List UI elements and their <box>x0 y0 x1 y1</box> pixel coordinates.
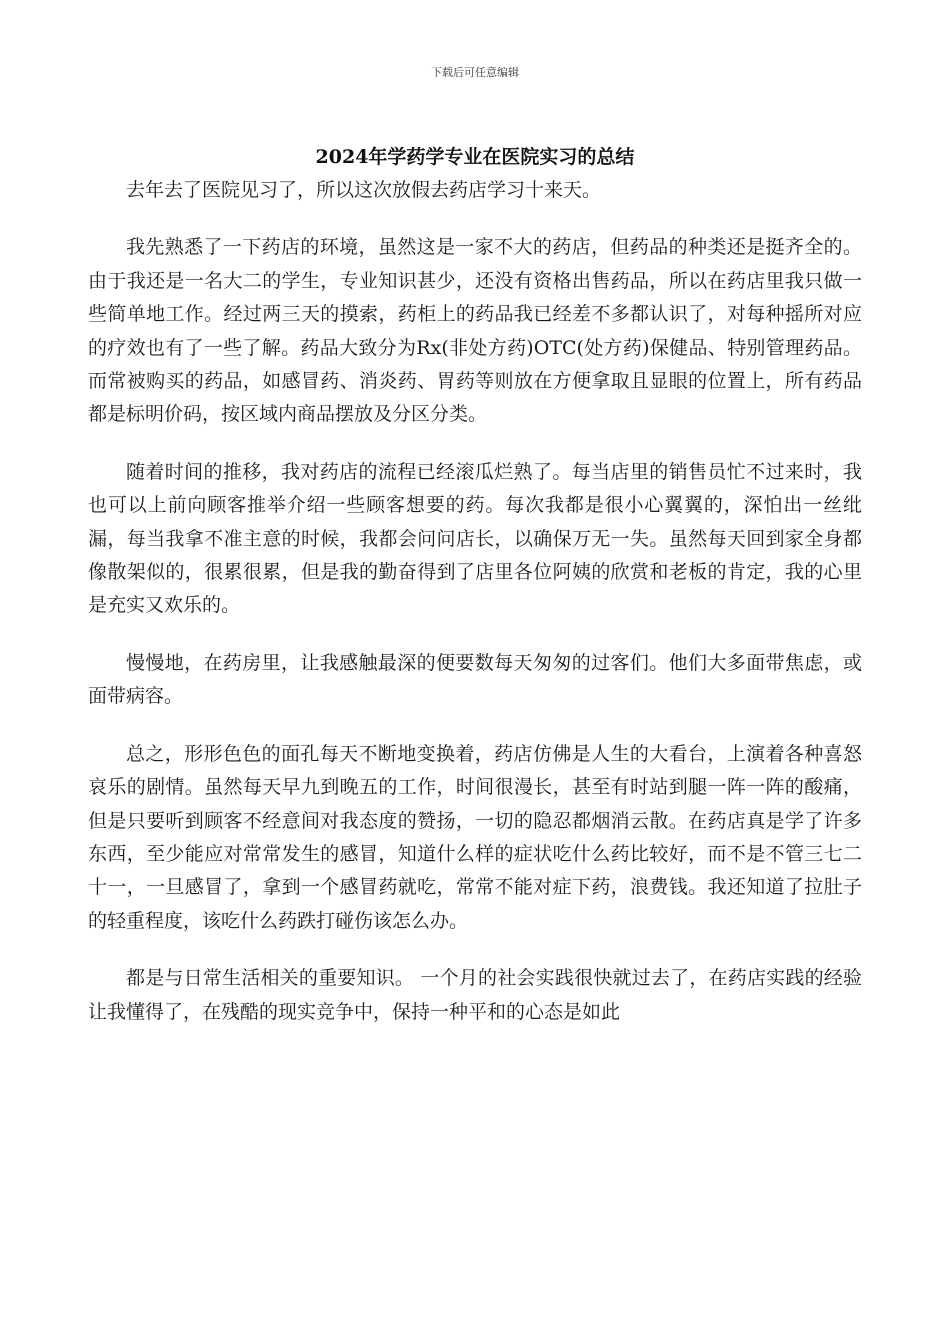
paragraph-6: 都是与日常生活相关的重要知识。 一个月的社会实践很快就过去了，在药店实践的经验让我懂得了，在残酷的现实竞争中，保持一种平和的心态是如此 <box>88 967 862 1023</box>
document-title: 2024年学药学专业在医院实习的总结 <box>315 146 635 168</box>
paragraph-3: 随着时间的推移，我对药店的流程已经滚瓜烂熟了。每当店里的销售员忙不过来时，我也可以上前向顾客推举介绍一些顾客想要的药。每次我都是很小心翼翼的，深怕出一丝纰漏，每当我拿不准主意的时候，我都会问问店长，以确保万无一失。虽然每天回到家全身都像散架似的，很累很累，但是我的勤奋得到了店里各位阿姨的欣赏和老板的肯定，我的心里是充实又欢乐的。 <box>88 460 862 617</box>
paragraph-1: 去年去了医院见习了，所以这次放假去药店学习十来天。 <box>126 179 602 201</box>
document-body <box>88 174 862 1053</box>
paragraph-4: 慢慢地，在药房里，让我感触最深的便要数每天匆匆的过客们。他们大多面带焦虑，或面带病容。 <box>88 651 862 708</box>
page-header-note: 下载后可任意编辑 <box>431 66 519 79</box>
paragraph-2: 我先熟悉了一下药店的环境，虽然这是一家不大的药店，但药品的种类还是挺齐全的。由于我还是一名大二的学生，专业知识甚少，还没有资格出售药品，所以在药店里我只做一些简单地工作。经过两三天的摸索，药柜上的药品我已经差不多都认识了，对每种摇所对应的疗效也有了一些了解。药品大致分为Rx(非处方药)OTC(处方药)保健品、特别管理药品。而常被购买的药品，如感冒药、消炎药、胃药等则放在方便拿取且显眼的位置上，所有药品都是标明价码，按区域内商品摆放及分区分类。 <box>88 236 862 426</box>
paragraph-5: 总之，形形色色的面孔每天不断地变换着，药店仿佛是人生的大看台，上演着各种喜怒哀乐的剧情。虽然每天早九到晚五的工作，时间很漫长，甚至有时站到腿一阵一阵的酸痛，但是只要听到顾客不经意间对我态度的赞扬，一切的隐忍都烟消云散。在药店真是学了许多东西，至少能应对常常发生的感冒，知道什么样的症状吃什么药比较好，而不是不管三七二十一，一旦感冒了，拿到一个感冒药就吃，常常不能对症下药，浪费钱。我还知道了拉肚子的轻重程度，该吃什么药跌打碰伤该怎么办。 <box>88 742 862 932</box>
